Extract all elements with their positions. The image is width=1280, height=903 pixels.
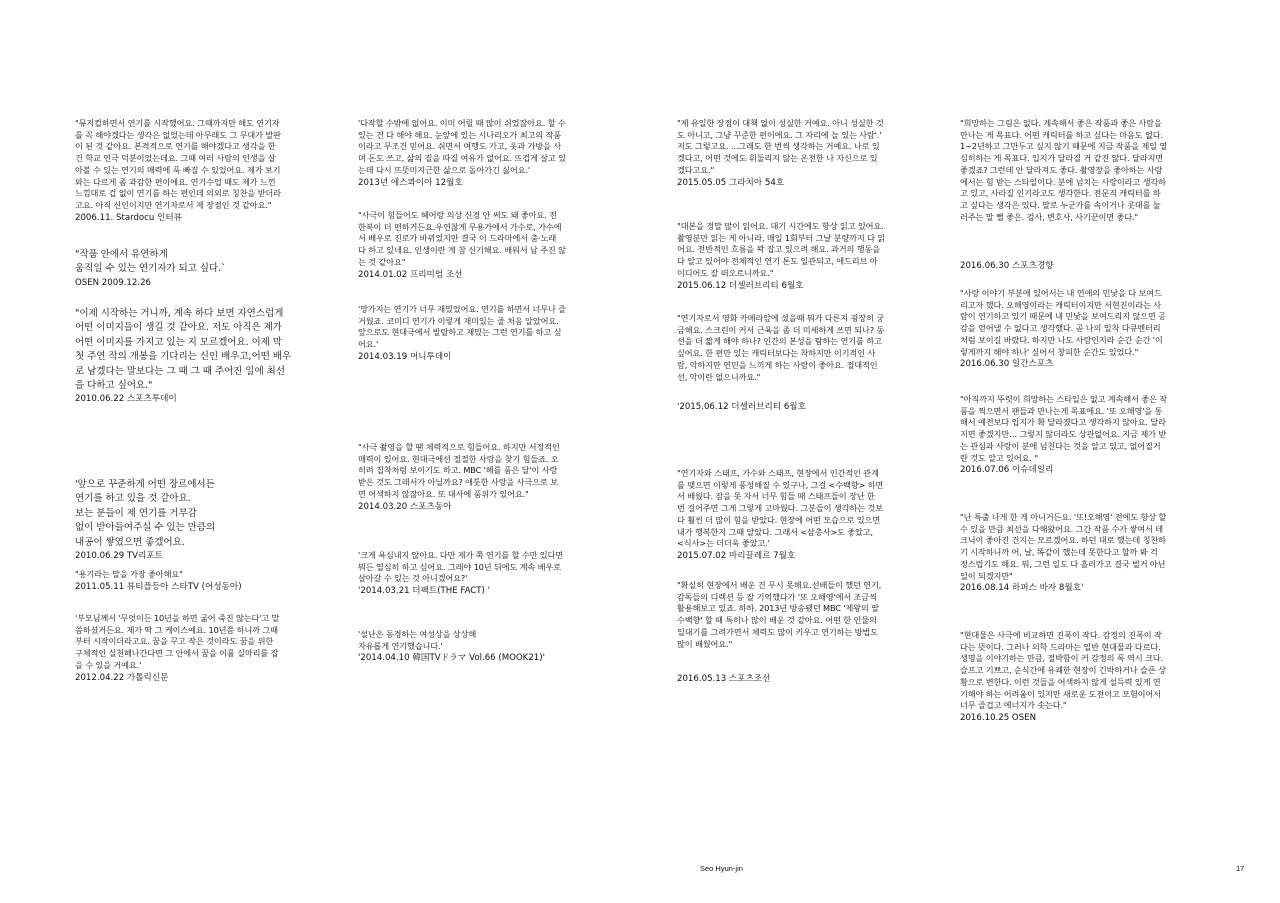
quote-block [358,550,590,597]
quote-block [960,118,1192,223]
quote-text: "사랑 이야기 부분에 있어서는 내 연애의 민낯을 다 보여드 리고자 했다. 오해영이라는 캐릭터이지만 서현진이라는 사 람이 연기하고 있기 때문에 내 민낯을 보여드리지 않으면 공 감을 얻어낼 수 없다고 생각했다. 곧 나의 밀착 다큐멘터리 처럼 보이길 바랐다. 하지만 나도 사람인지라 순간 순간 '이 렇게까지 해야 하나' 싶어서 창피한 순간도 있었다." [960,288,1166,357]
quote-text: "뮤지컬하면서 연기를 시작했어요. 그때까지만 해도 연기자 를 꼭 해야겠다는 생각은 없었는데 아무래도 그 무대가 발판 이 된 것 같아요. 본격적으로 연기를 해야겠다고 생각을 한 건 학교 연극 덕분이었는데요. 그때 여러 사람의 인생을 살 아볼 수 있는 연기의 매력에 푹 빠질 수 있었어요. 제가 보기 와는 다르게 좀 과감한 편이에요. 연기수업 때도 제가 느낀 느낌대로 겁 없이 연기를 하는 편인데 의외로 칭찬을 받더라 고요. 아직 신인이지만 연기자로서 제 장점인 것 같아요." [75,118,281,210]
quote-source: '2014.03.21 더팩트(THE FACT) ' [358,586,491,597]
quote-source: 2014.01.02 프리미엄 조선 [358,269,463,280]
quote-source: '2014.04.10 韓国TVドラマ Vol.66 (MOOK21)' [358,653,545,664]
quote-source: 2011.05.11 뷰티플등아 스타TV (어성동아) [75,581,242,592]
quote-source: 2010.06.22 스포츠투데이 [75,394,177,405]
quote-source: 2010.06.29 TV리포트 [75,551,163,562]
quote-text: '다작할 수밖에 없어요. 이미 어릴 때 많이 쉬었잖아요. 할 수 있는 건 다 해야 해요. 눈앞에 있는 시나리오가 최고의 작품 이라고 무조건 믿어요. 쉬면서 여행도 가고, 옷과 가방을 사 며 돈도 쓰고, 삶의 질을 따질 여유가 없어요. 뜨겁게 살고 있 는데 다시 뜨뜻미지근한 삶으로 돌아가긴 싫어요.' [358,118,566,175]
quote-text: "작품 안에서 유연하게 움직일 수 있는 연기자가 되고 싶다.` [75,249,226,275]
quote-block [960,394,1192,476]
quote-source: 2016.05.13 스포츠조선 [677,674,771,684]
quote-source: 2013년 에스콰이아 12월호 [358,177,463,188]
quote-source: '2015.06.12 더셀러브리티 6월호 [677,402,806,412]
quote-text: "현대물은 사극에 비교하면 진폭이 작다. 감정의 진폭이 작 다는 뜻이다. 그러나 의학 드라마는 일반 현대물과 다르다. 생명을 이야기하는 만큼, 절박함이 커 감정의 폭 역시 크다. 슬프고 기쁘고, 순식간에 유쾌한 현장이 긴박하거나 슬픈 상 황으로 변한다. 이런 것들을 어색하지 않게 설득력 있게 연 기해야 하는 어려움이 있지만 새로운 도전이고 모험이어서 너무 즐겁고 에너지가 솟는다." [960,630,1166,711]
quote-text: '크게 욕심내지 않아요. 다만 제가 쭉 연기를 할 수만 있다면 뭐든 열심히 하고 싶어요. 그래야 10년 뒤에도 계속 배우로 살아갈 수 있는 것 아니겠어요?' [358,550,564,584]
quote-block [358,304,590,363]
quote-text: "이제 시작하는 거니까, 계속 하다 보면 자연스럽게 어떤 이미지들이 생길 것 같아요. 저도 아직은 제가 어떤 이미지를 가지고 있는 지 모르겠어요. 이제 막 첫 주연 작의 개봉을 기다리는 신인 배우고,어떤 배우 로 남겠다는 말보다는 그 때 그 때 주어진 일에 최선 을 다하고 싶어요." [75,308,292,392]
quote-text: "대본을 정말 많이 읽어요. 대기 시간에도 항상 읽고 있어요. 촬영분만 읽는 게 아니라, 매일 1회부터 그날 분량까지 다 읽 어요. 전반적인 흐름을 꽉 잡고 있으려 해요. 과거의 행동을 다 알고 있어야 전체적인 연기 톤도 일관되고, 애드리브 아 이디어도 잘 떠오르니까요." [677,221,886,278]
quote-text: "용기라는 말을 가장 좋아해요" [75,569,183,579]
quote-text: "제 유일한 장점이 대책 없이 성실한 거예요. 아니 성실한 것 도 아니고, 그냥 꾸준한 편이에요. 그 자리에 늘 있는 사람'.' 저도 그렇고요. ...그래도 한 번씩 생각하는 거예요. 나로 있 겠다고, 어떤 것에도 휘둘리지 않는 온전한 나 자신으로 있 겠다고요." [677,118,884,175]
quote-block [677,468,909,562]
page-number: 17 [1236,864,1245,873]
quote-source: 2016.06.30 스포츠경향 [960,261,1054,271]
quote-source: 2015.07.02 마리끌레르 7월호 [677,550,796,561]
quote-block [677,313,909,383]
quote-source: 2016.07.06 이슈데일리 [960,465,1054,476]
quote-block [677,401,909,413]
quote-text: '설난은 동경하는 여성상을 상상해 자유롭게 연기했습니다.' [358,629,477,651]
quote-block [358,442,590,513]
quote-text: "아직까지 뚜렷이 희망하는 스타일은 없고 계속해서 좋은 작 품을 찍으면서 팬들과 만나는게 목표에요. '또 오해영'을 통 해서 예전보다 입지가 확 달라졌다고 생각하지 않아요. 달라 지면 좋겠지만… 그렇지 않더라도 상관없어요. 지금 제가 받 는 관심과 사랑이 분에 넘친다는 것을 알고 있고, 없어질거 란 것도 알고 있어요. " [960,394,1168,463]
quote-block [75,118,307,224]
quote-source: 2014.03.19 머니투데이 [358,351,452,362]
quote-block [960,512,1192,594]
quote-block [960,288,1192,370]
quote-source: 2015.06.12 더셀러브리티 6월호 [677,280,804,291]
footer-name: Seo Hyun-jin [700,864,743,873]
quote-block [960,260,1192,272]
quote-block [75,248,307,289]
quote-text: "사극이 힘들어도 헤어랑 의상 신경 안 써도 돼 좋아요. 전 한복이 더 편하거든요.우연찮게 무용가에서 가수로, 가수에 서 배우로 진로가 바뀌었지만 결국 이 드라마에서 춤·노래 다 하고 있네요. 인생이란 게 참 신기해요. 배워서 남 주진 않 는 것 같아요" [358,210,566,267]
quote-block [677,580,909,650]
quote-block [358,629,590,664]
quote-source: OSEN 2009.12.26 [75,277,152,288]
quote-block [677,118,909,189]
quote-source: 2012.04.22 가톨릭신문 [75,672,169,683]
quote-source: 2006.11. Stardocu 인터뷰 [75,212,182,223]
quote-text: "사극 촬영을 할 땐 체력적으로 힘들어요. 하지만 서정적인 매력이 있어요. 현대극에선 절절한 사랑을 찾기 힘들죠. 오 히려 집착처럼 보이기도 하고. MBC '해를 품은 달'이 사랑 받은 것도 그래서가 아닐까요? 애틋한 사랑을 사극으로 보 면 어색하지 않잖아요. 또 대사에 품위가 있어요." [358,442,560,499]
quote-block [75,613,307,684]
quote-text: "연기자와 스태프, 가수와 스태프, 현장에서 인간적인 관계 를 맺으면 이렇게 풍성해질 수 있구나, 그걸 <수백향> 하면 서 배웠다. 잠을 못 자서 너무 힘들 때 스태프들이 장난 한 번 걸어주면 그게 그렇게 고마웠다. 그분들이 생각하는 것보 다 훨씬 더 많이 힘을 받았다. 현장에 어떤 모습으로 있으면 내가 행복한지 그때 알았다. 그래서 <삼총사>도 좋았고, <식사>는 더더욱 좋았고.' [677,468,884,549]
quote-block [75,569,307,593]
quote-text: '앞으로 꾸준하게 어떤 장르에서든 연기를 하고 있을 것 같아요. 보는 분들이 제 연기를 거부감 없이 받아들여주실 수 있는 만큼의 내공이 쌓였으면 좋겠어요. [75,479,216,548]
quote-text: '망가지는 연기가 너무 재밌었어요. 연기를 하면서 너무나 즐 거웠죠. 코미디 연기가 이렇게 재미있는 줄 처음 알았어요. 앞으로도 현대극에서 발랄하고 재밌는 그런 연기를 하고 싶 어요.' [358,304,566,350]
quote-block [677,673,909,685]
quote-source: 2016.08.14 하퍼스 바자 8월호' [960,583,1084,594]
quote-source: 2015.05.05 그라치아 54호 [677,177,785,188]
quote-block [358,210,590,281]
quote-block [960,630,1192,724]
quote-text: "연기자로서 영화 카메라앞에 섰을때 뭐가 다른지 굉장히 궁 금해요. 스크린이 커서 근육을 좀 더 미세하게 쓰면 되나? 동 선을 더 짧게 해야 하나? 인간의 본성을 탐하는 연기를 하고 싶어요. 한 편만 있는 캐릭터보다는 착하지만 이기적인 사 람, 악하지만 연민을 느끼게 하는 사람이 좋아요. 절대적인 선, 악이란 없으니까요." [677,313,885,382]
quote-text: '부모님께서 '무엇이든 10년을 하면 굶어 죽진 않는다'고 말 씀하셨거든요. 제가 딱 그 케이스예요. 10년쯤 하니까 그때 부터 시작이더라고요. 꿈을 꾸고 작은 것이라도 꿈을 위한 구체적인 실천해나간다면 그 안에서 꿈을 이룰 실마리를 잡 을 수 있을 거예요.' [75,613,280,670]
quote-block [358,118,590,189]
quote-block [75,478,307,562]
quote-source: 2016.06.30 일간스포츠 [960,359,1054,370]
quote-text: "확실히 현장에서 배운 건 무시 못해요.선배들이 했던 연기, 감독들의 디렉션 등 잘 기억했다가 '또 오해영'에서 조금씩 활용해보고 있죠. 하하. 2013년 방송됐던 MBC '제왕의 딸 수백향' 할 때 특히나 많이 배운 것 같아요. 어떤 한 인물의 일대기를 그려가면서 체력도 많이 키우고 연기하는 방법도 많이 배웠어요." [677,580,882,649]
quote-block [677,221,909,292]
quote-source: 2014.03.20 스포츠동아 [358,501,452,512]
quote-text: "희망하는 그림은 없다. 계속해서 좋은 작품과 좋은 사람을 만나는 게 목표다. 어떤 캐릭터를 하고 싶다는 마음도 없다. 1~2년하고 그만두고 싶지 않기 때문에 지금 작품을 제일 열 심히하는 게 목표다. 입지가 달라질 거 같진 않다. 달라지면 좋겠죠? 그런데 안 달라져도 좋다. 촬영장을 좋아하는 사람 에서는 힘 받는 스타일이다. 분에 넘치는 사랑이라고 생각하 고 있고, 사라질 인기라고도 생각한다. 전문직 캐릭터를 하 고 싶다는 생각은 있다. 말로 누군가를 속이거나 콧대를 눌 러주는 말 뻘 좋은. 검사, 변호사, 사기꾼이면 좋다." [960,118,1168,222]
quote-source: 2016.10.25 OSEN [960,712,1037,723]
quote-text: "난 특출 나게 한 게 아니거든요. '또!오해영' 전에도 항상 할 수 있을 만큼 최선을 다해왔어요. 그간 작품 수가 쌓여서 테 크닉이 좋아진 건지는 모르겠어요. 하던 대로 했는데 칭찬하 기 시작하니까 어, 날, 똑같이 했는데 못한다고 할까 봐 걱 정스럽기도 해요. 뭐, 그런 일도 다 흘러가고 결국 벌거 아닌 일이 되겠지만" [960,512,1167,581]
quote-block [75,307,307,405]
